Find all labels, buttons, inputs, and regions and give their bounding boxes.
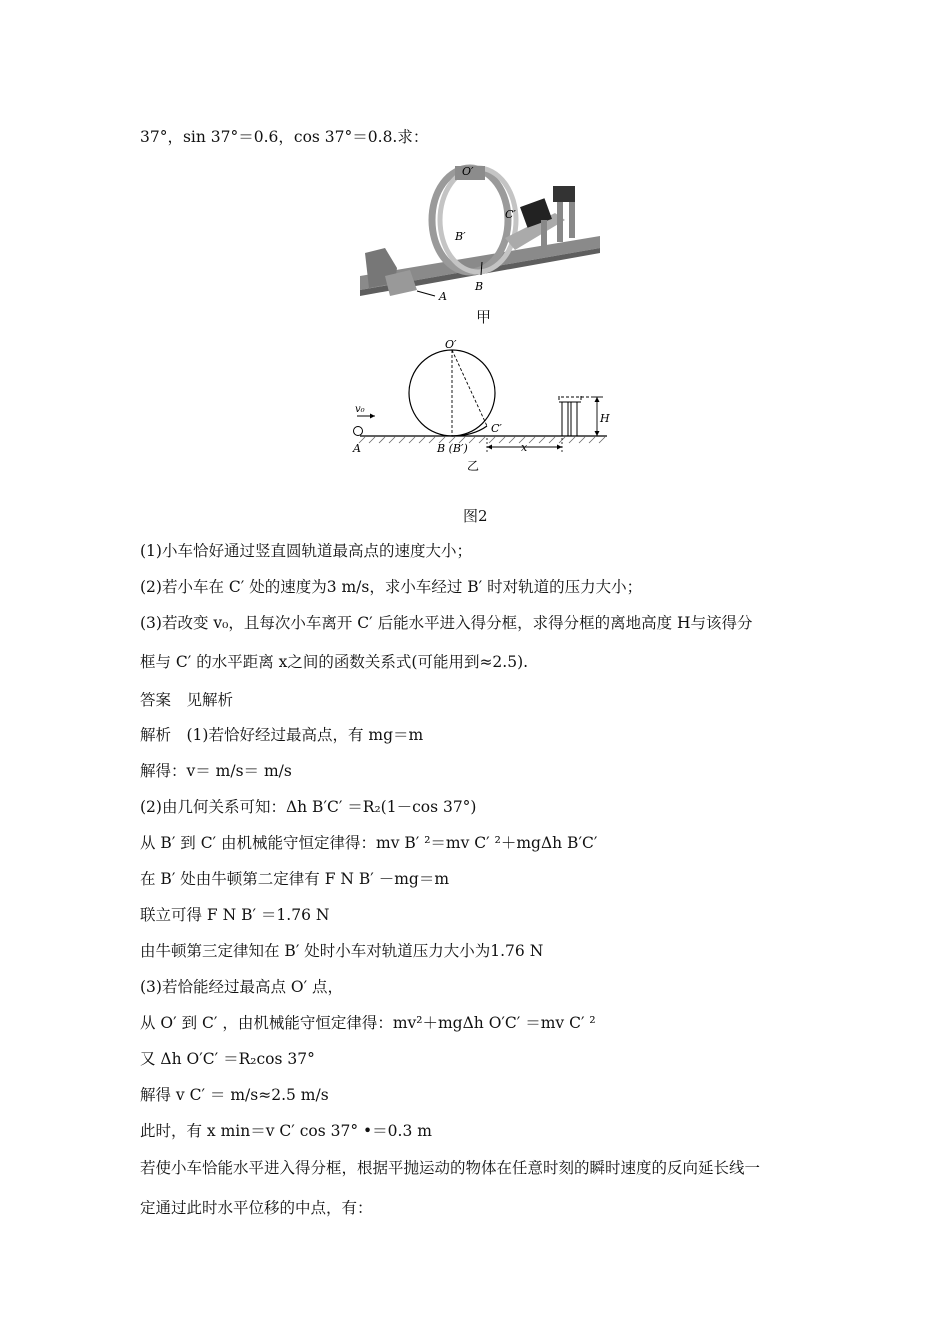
diagram-label-x: x (521, 441, 528, 454)
question-3-cont: 框与 C′ 的水平距离 x之间的函数关系式(可能用到≈2.5). (140, 653, 529, 671)
solution-line: (3)若恰能经过最高点 O′ 点， (140, 978, 344, 996)
photo-caption: 甲 (476, 308, 492, 326)
solution-line: 由牛顿第三定律知在 B′ 处时小车对轨道压力大小为1.76 N (140, 942, 544, 960)
figure-caption: 图2 (463, 507, 488, 525)
question-3: (3)若改变 v₀，且每次小车离开 C′ 后能水平进入得分框，求得分框的离地高度 H与该得分 (140, 614, 753, 632)
diagram-label-B: B (B′) (437, 442, 468, 455)
photo-label-C-prime: C′ (505, 208, 516, 221)
solution-line: 解得 v C′ ＝ m/s≈2.5 m/s (140, 1086, 329, 1104)
question-2: (2)若小车在 C′ 处的速度为3 m/s，求小车经过 B′ 时对轨道的压力大小； (140, 578, 643, 596)
solution-line: (2)由几何关系可知：Δh B′C′ ＝R₂(1－cos 37°) (140, 798, 477, 816)
solution-line: 此时，有 x min＝v C′ cos 37° •＝0.3 m (140, 1122, 432, 1140)
diagram-label-A: A (353, 442, 361, 455)
photo-label-B: B (475, 280, 484, 293)
given-values-line: 37°，sin 37°＝0.6，cos 37°＝0.8.求： (140, 128, 429, 146)
loop-schematic-diagram (345, 340, 615, 475)
solution-line: 解得：v＝ m/s＝ m/s (140, 762, 292, 780)
photo-label-O-prime: O′ (462, 165, 474, 178)
solution-line: 联立可得 F N B′ ＝1.76 N (140, 906, 330, 924)
photo-label-B-prime: B′ (455, 230, 466, 243)
answer-line: 答案 见解析 (140, 691, 234, 709)
solution-line: 从 O′ 到 C′ ，由机械能守恒定律得：mv²＋mgΔh O′C′ ＝mv C′ ² (140, 1014, 596, 1032)
diagram-caption: 乙 (467, 459, 480, 473)
question-1: (1)小车恰好通过竖直圆轨道最高点的速度大小； (140, 542, 472, 560)
solution-line: 解析 (1)若恰好经过最高点，有 mg＝m (140, 726, 424, 744)
solution-line: 定通过此时水平位移的中点，有： (140, 1199, 373, 1217)
photo-label-A: A (439, 290, 447, 303)
solution-line: 在 B′ 处由牛顿第二定律有 F N B′ －mg＝m (140, 870, 450, 888)
solution-line: 若使小车恰能水平进入得分框，根据平抛运动的物体在任意时刻的瞬时速度的反向延长线一 (140, 1159, 761, 1177)
diagram-label-O-prime: O′ (445, 340, 457, 351)
diagram-label-C-prime: C′ (491, 422, 502, 435)
solution-line: 从 B′ 到 C′ 由机械能守恒定律得：mv B′ ²＝mv C′ ²＋mgΔh B′C′ (140, 834, 598, 852)
loop-track-photo (355, 158, 605, 308)
diagram-label-H: H (600, 412, 610, 425)
diagram-label-v0: v₀ (355, 404, 365, 415)
solution-line: 又 Δh O′C′ ＝R₂cos 37° (140, 1050, 315, 1068)
